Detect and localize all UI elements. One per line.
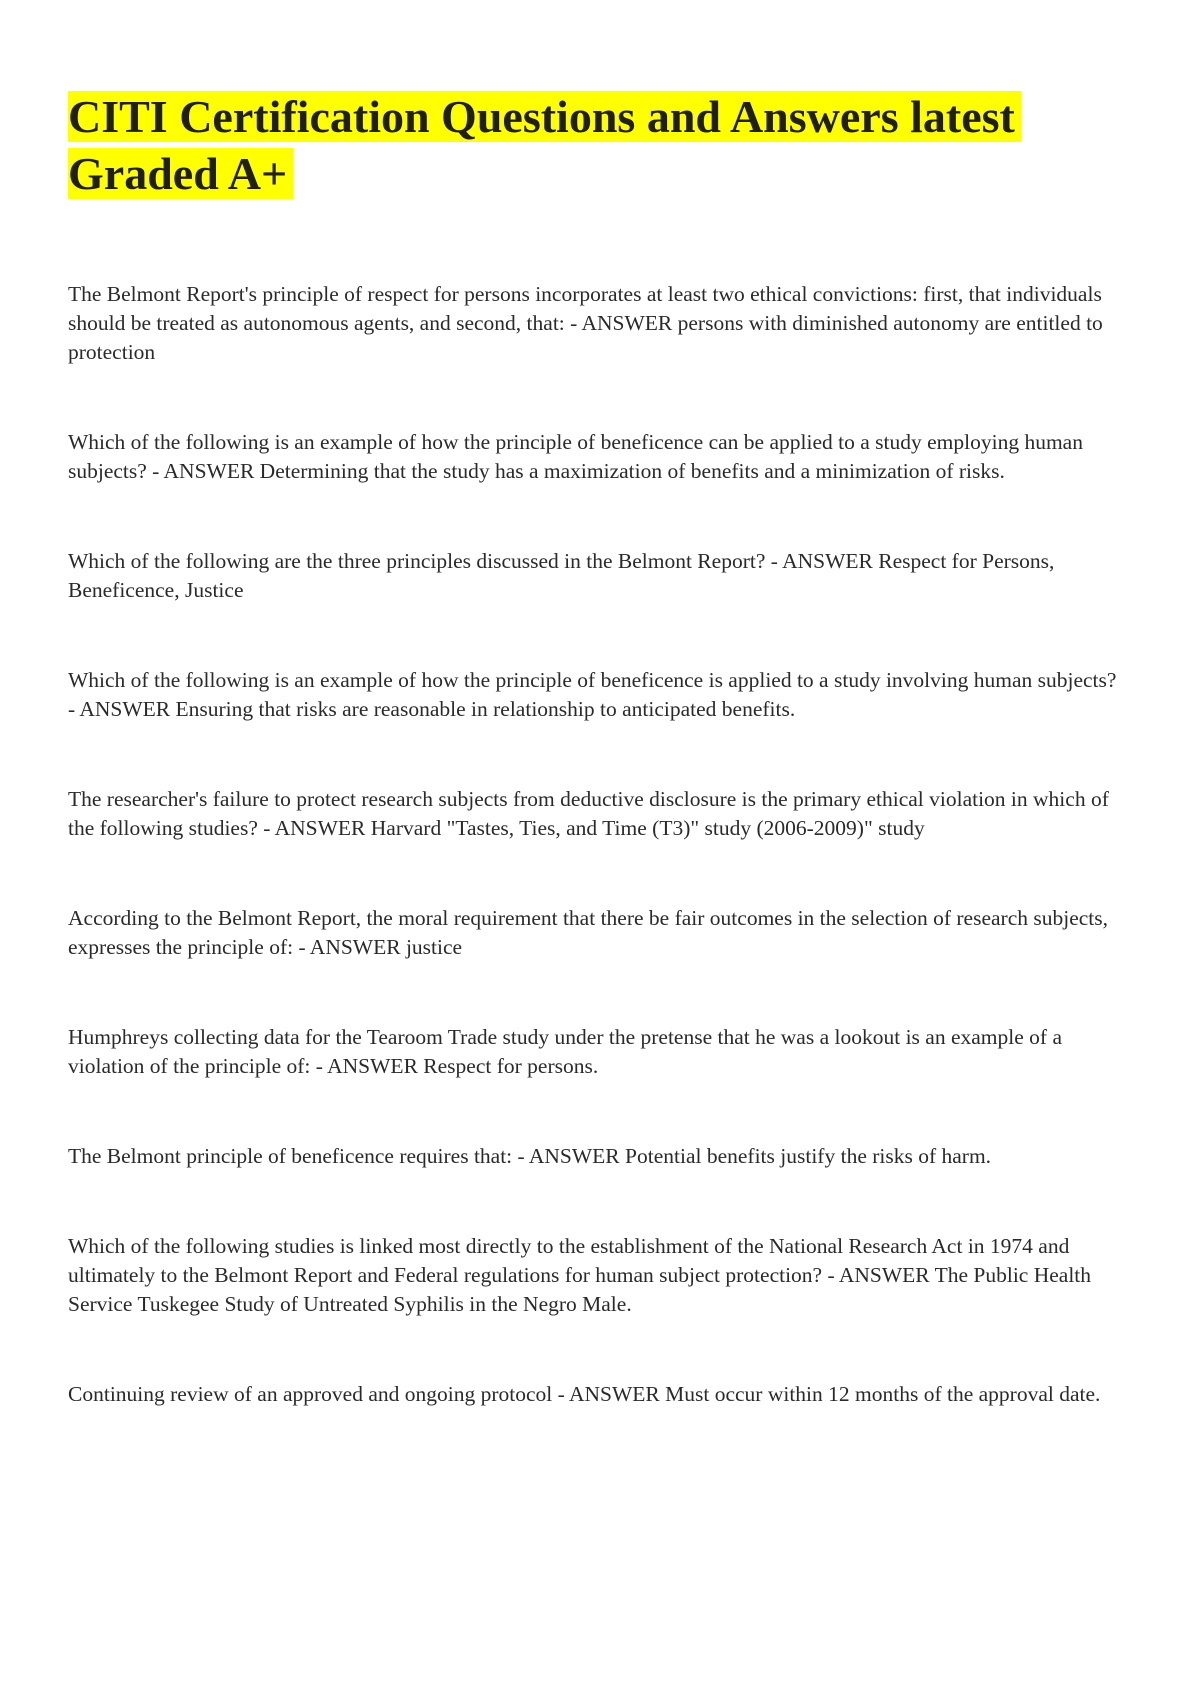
- qa-item-7: Humphreys collecting data for the Tearoom Trade study under the pretense that he was a lookout is an example of a violation of the principle of: - ANSWER Respect for persons.: [68, 1025, 1062, 1078]
- qa-item-8: The Belmont principle of beneficence requires that: - ANSWER Potential benefits justify the risks of harm.: [68, 1144, 992, 1168]
- qa-item-4: Which of the following is an example of how the principle of beneficence is applied to a study involving human subjects? - ANSWER Ensuring that risks are reasonable in relationship to anticipated benefits.: [68, 668, 1117, 721]
- qa-item-6: According to the Belmont Report, the moral requirement that there be fair outcomes in the selection of research subjects, expresses the principle of: - ANSWER justice: [68, 906, 1109, 959]
- qa-item-9: Which of the following studies is linked most directly to the establishment of the National Research Act in 1974 and ultimately to the Belmont Report and Federal regulations for human subject protection? - ANSWER The Public Health Service Tuskegee Study of Untreated Syphilis in the Negro Male.: [68, 1234, 1092, 1316]
- qa-item-5: The researcher's failure to protect research subjects from deductive disclosure is the primary ethical violation in which of the following studies? - ANSWER Harvard "Tastes, Ties, and Time (T3)" study (2006-2009)" study: [68, 787, 1109, 840]
- document-title: [68, 88, 1128, 202]
- qa-item-10: Continuing review of an approved and ongoing protocol - ANSWER Must occur within 12 months of the approval date.: [68, 1382, 1101, 1406]
- qa-list: [68, 280, 1128, 1409]
- document-page: [68, 88, 1128, 1470]
- highlighted-title-text: CITI Certification Questions and Answers latest Graded A+: [68, 91, 1021, 199]
- qa-item-2: Which of the following is an example of how the principle of beneficence can be applied to a study employing human subjects? - ANSWER Determining that the study has a maximization of benefits and a minimization of risks.: [68, 430, 1083, 483]
- qa-item-1: The Belmont Report's principle of respect for persons incorporates at least two ethical convictions: first, that individuals should be treated as autonomous agents, and second, that: - ANSWER persons with diminished autonomy are entitled to protection: [68, 282, 1103, 364]
- qa-item-3: Which of the following are the three principles discussed in the Belmont Report? - ANSWER Respect for Persons, Beneficence, Justice: [68, 549, 1055, 602]
